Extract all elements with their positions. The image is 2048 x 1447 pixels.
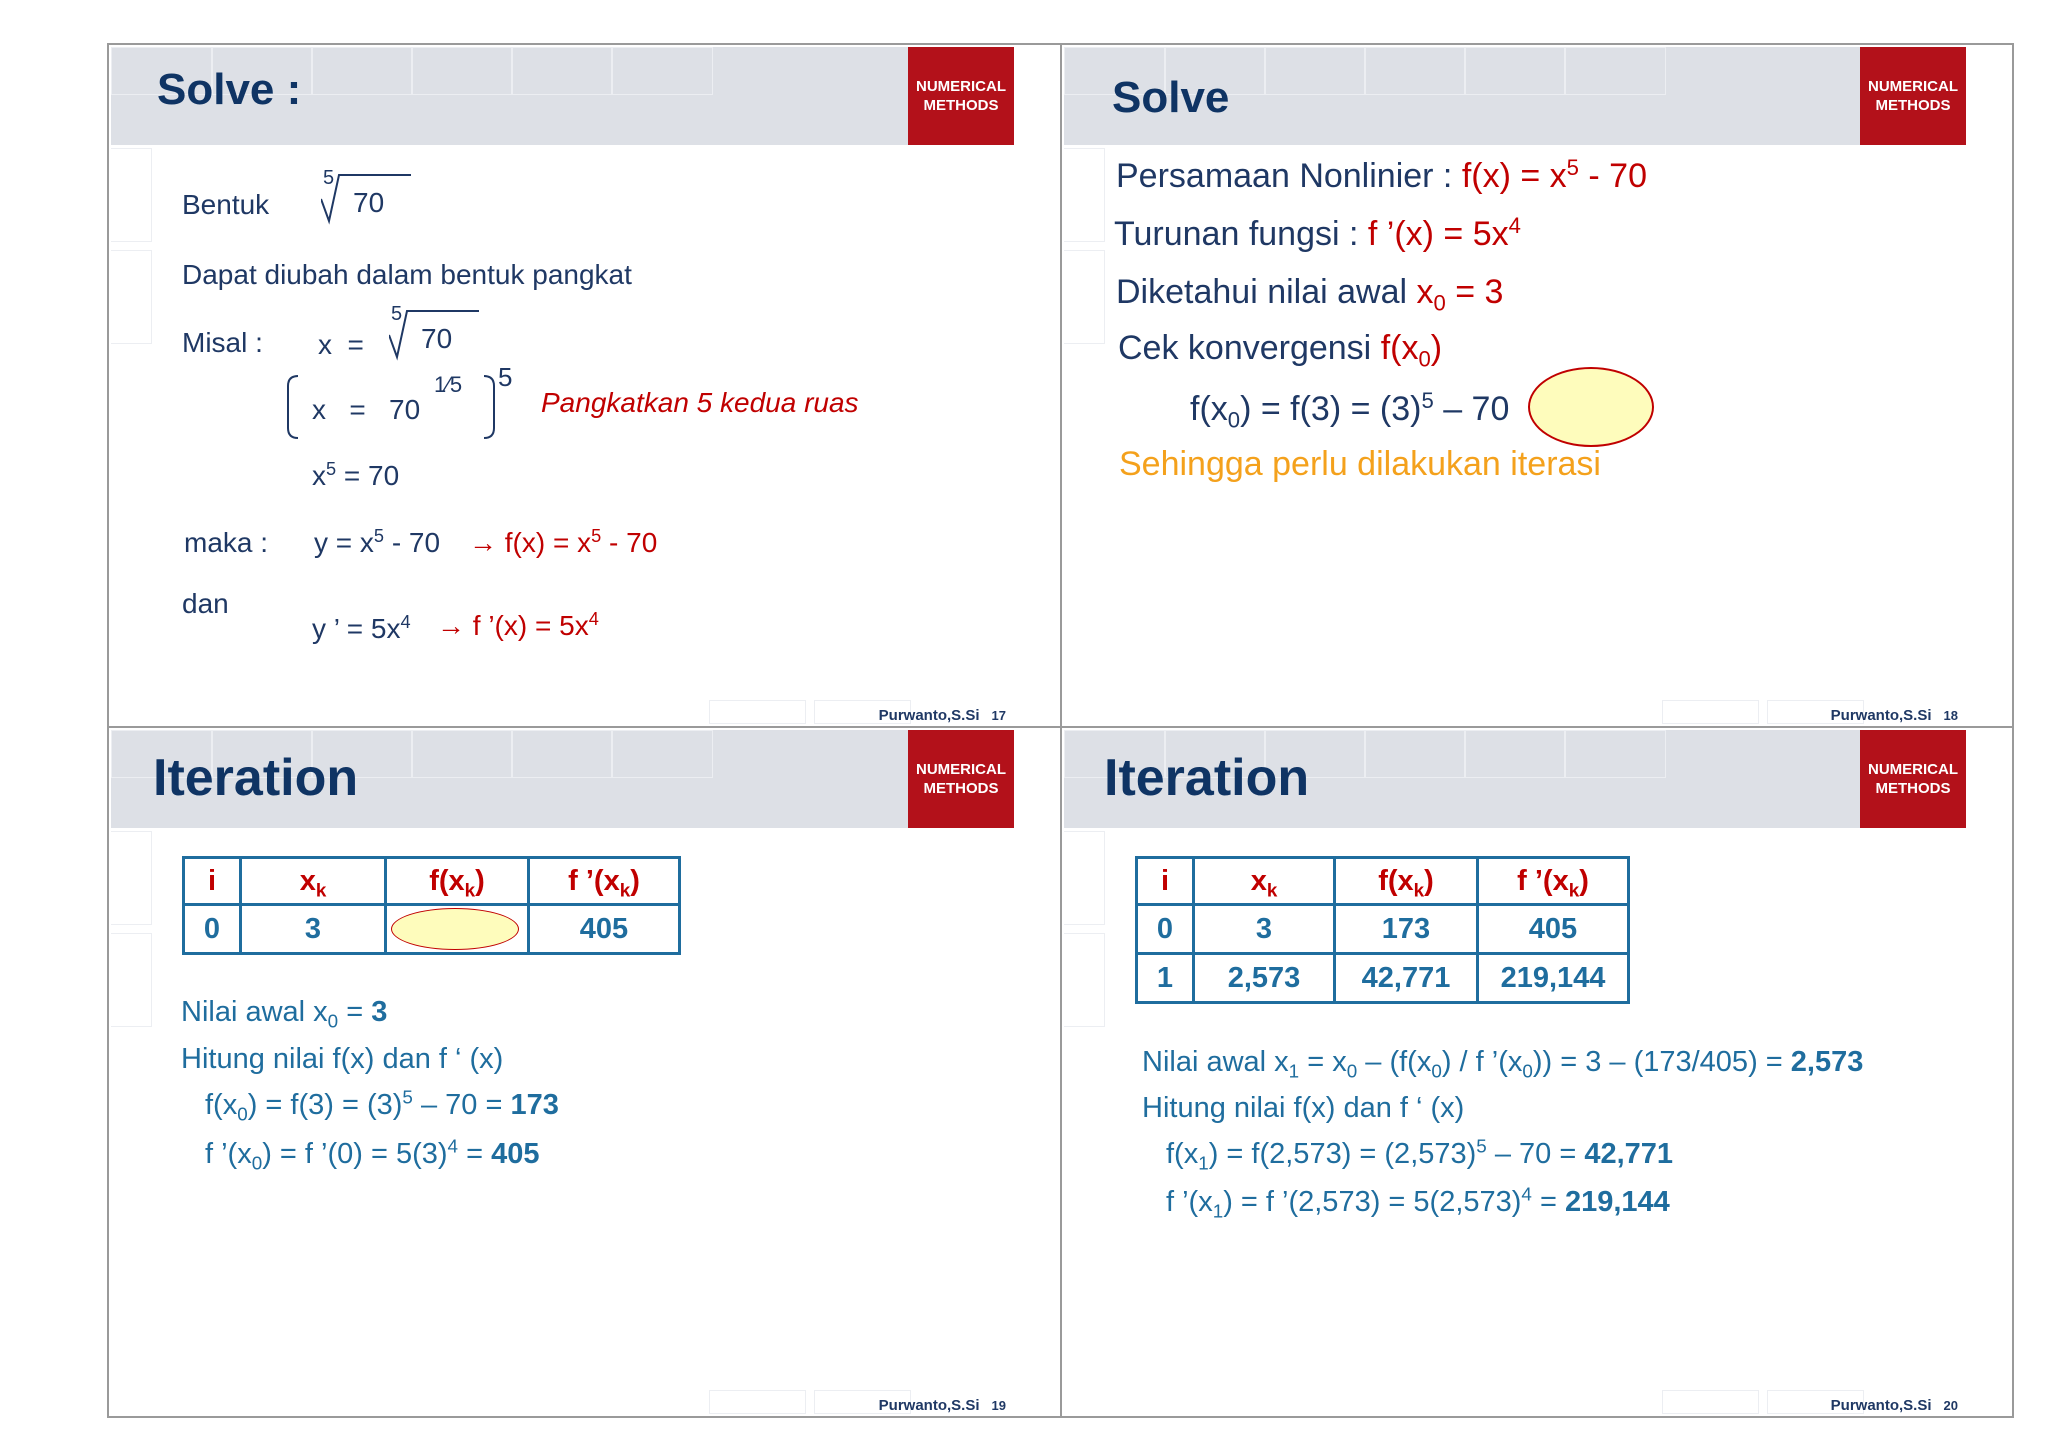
- line-fx0: $f(x_0) = f(3) = (3)^5 - 70$: [1190, 387, 1510, 433]
- slide-footer: Purwanto,S.Si 19: [878, 1397, 1006, 1414]
- misal-label: Misal :: [182, 327, 263, 358]
- fx1-line: $f(x_1) = f(2,573) = (2,573)^5 - 70 = 42,771$: [1166, 1135, 1674, 1174]
- line-persamaan: Persamaan Nonlinier : $f(x) = x^5 - 70$: [1116, 154, 1648, 195]
- numerical-methods-badge: NUMERICAL METHODS: [1860, 730, 1966, 828]
- slide-19: [109, 728, 1060, 1416]
- numerical-methods-badge: NUMERICAL METHODS: [908, 47, 1014, 145]
- maka-f: → $f(x) = x^5 - 70$: [469, 526, 658, 558]
- dan-f: → f ’(x) = $5x^4$: [437, 609, 599, 641]
- dapat-text: Dapat diubah dalam bentuk pangkat: [182, 259, 632, 290]
- dan-label: dan: [182, 588, 229, 619]
- highlight-ellipse: [1528, 367, 1654, 447]
- maka-y: $y = x^5 - 70$: [314, 526, 441, 558]
- fpx0-line: f $’(x_0) = f$ ’(0) = $5(3)^4 = 405$: [205, 1135, 540, 1174]
- fx0-line: $f(x_0) = f(3) = (3)^5 - 70 = 173$: [205, 1086, 559, 1125]
- root-expression-2: 5 70: [389, 305, 479, 361]
- pangkatkan-note: Pangkatkan 5 kedua ruas: [541, 387, 859, 418]
- hitung-text: Hitung nilai f(x) dan f ‘ (x): [1142, 1092, 1465, 1124]
- slide-footer: Purwanto,S.Si 18: [1830, 707, 1958, 724]
- slide-17: [109, 45, 1060, 726]
- maka-label: maka :: [184, 527, 269, 558]
- dan-y: y ’ = $5x^4$: [312, 612, 411, 644]
- slide-title: Solve :: [157, 65, 302, 114]
- slide-footer: Purwanto,S.Si 17: [878, 707, 1006, 724]
- root-expression: 5 70: [321, 169, 411, 225]
- slide-title: Solve: [1112, 73, 1230, 122]
- misal-x: x =: [318, 329, 364, 360]
- slide-20: [1062, 728, 2012, 1416]
- iteration-table: i $x_k$ $f(x_k)$ f $’(x_k)$ 0 3 173 405 1 2,573 42,771 219,144: [1135, 856, 1630, 1004]
- slide-title: Iteration: [153, 749, 359, 807]
- line-nilai-awal: Diketahui nilai awal $x_0 = 3$: [1116, 273, 1504, 316]
- line-cek: Cek konvergensi $f(x_0)$: [1118, 329, 1443, 372]
- nilai-awal: Nilai awal $x_1 = x_0 - (f(x_0) / f$ $’(x_0)) = 3 - (173/405) = 2,573$: [1142, 1046, 1864, 1082]
- numerical-methods-badge: NUMERICAL METHODS: [1860, 47, 1966, 145]
- x5-equation: $x^5 = 70$: [312, 459, 400, 491]
- table-row: 1 2,573 42,771 219,144: [1137, 954, 1629, 1003]
- table-row: 0 3 173 405: [1137, 905, 1629, 954]
- slide-title: Iteration: [1104, 749, 1310, 807]
- bracket-expression: x = 70 1⁄5 5: [284, 370, 514, 445]
- line-sehingga: Sehingga perlu dilakukan iterasi: [1119, 445, 1601, 483]
- fpx1-line: f $’(x_1) = f$ ’(2,573) = $5(2,573)^4 = 219,144$: [1166, 1183, 1670, 1222]
- bentuk-label: Bentuk: [182, 189, 270, 220]
- slide-footer: Purwanto,S.Si 20: [1830, 1397, 1958, 1414]
- iteration-table: i $x_k$ $f(x_k)$ f $’(x_k)$ 0 3 405: [182, 856, 681, 955]
- nilai-awal: Nilai awal $x_0 = 3$: [181, 996, 388, 1032]
- line-turunan: Turunan fungsi : f ’(x) = $5x^4$: [1114, 212, 1521, 253]
- slide-18: [1062, 45, 2012, 726]
- highlight-ellipse: [391, 908, 519, 950]
- hitung-text: Hitung nilai f(x) dan f ‘ (x): [181, 1043, 504, 1075]
- numerical-methods-badge: NUMERICAL METHODS: [908, 730, 1014, 828]
